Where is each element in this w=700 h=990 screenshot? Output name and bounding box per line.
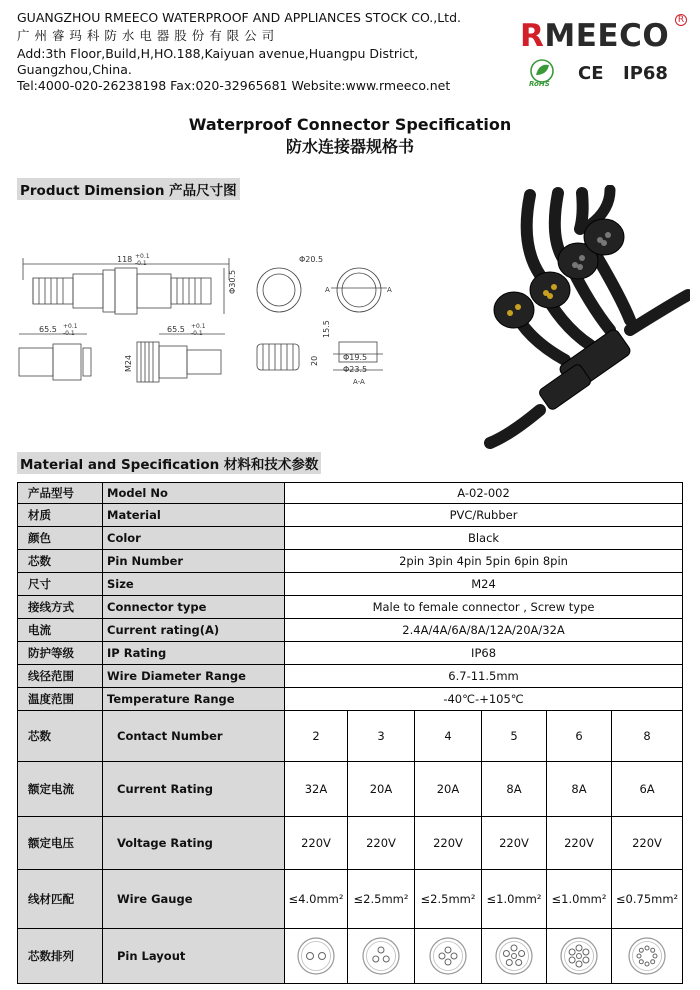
title-en: Waterproof Connector Specification xyxy=(188,115,512,134)
company-logo: RMEECO xyxy=(520,18,670,54)
group-value: 220V xyxy=(482,817,547,870)
spec-label-cn: 芯数 xyxy=(18,550,103,573)
group-value: ≤4.0mm² xyxy=(285,870,348,929)
dim-118-tol-plus: +0.1 xyxy=(135,253,150,260)
group-value: 220V xyxy=(415,817,482,870)
pin-layout-3pin-icon xyxy=(359,936,403,976)
section-marker-a-right: A xyxy=(387,286,392,294)
dim-phi-23-5: Φ23.5 xyxy=(343,365,368,374)
dim-phi-19-5: Φ19.5 xyxy=(343,353,368,362)
spec-row xyxy=(18,642,683,665)
spec-group-row xyxy=(18,711,683,762)
ip68-mark: IP68 xyxy=(623,63,668,84)
address-line-2: Guangzhou,China. xyxy=(17,62,132,77)
spec-row xyxy=(18,596,683,619)
group-value: 220V xyxy=(285,817,348,870)
group-value: 220V xyxy=(547,817,612,870)
spec-label-cn: 材质 xyxy=(18,504,103,527)
group-value: 220V xyxy=(612,817,683,870)
pin-layout-2pin-icon xyxy=(294,936,338,976)
spec-label-en: Model No xyxy=(103,483,285,504)
group-value: 8A xyxy=(547,762,612,817)
spec-label-en: Connector type xyxy=(103,596,285,619)
spec-label-en: IP Rating xyxy=(103,642,285,665)
group-value: 2 xyxy=(285,711,348,762)
group-value: ≤2.5mm² xyxy=(348,870,415,929)
spec-label-en: Material xyxy=(103,504,285,527)
rohs-icon xyxy=(527,58,557,88)
dim-65-5-left: 65.5 xyxy=(39,325,57,334)
spec-label-cn: 防护等级 xyxy=(18,642,103,665)
pin-layout-4pin-icon xyxy=(426,936,470,976)
dim-20: 20 xyxy=(310,355,319,366)
spec-label-en: Size xyxy=(103,573,285,596)
group-value: 8 xyxy=(612,711,683,762)
group-label-cn: 芯数 xyxy=(18,711,103,762)
pin-layout-cell xyxy=(612,929,683,984)
pin-layout-cell xyxy=(415,929,482,984)
pin-layout-cell xyxy=(285,929,348,984)
group-label-cn: 额定电压 xyxy=(18,817,103,870)
group-value: 8A xyxy=(482,762,547,817)
spec-row xyxy=(18,688,683,711)
spec-row xyxy=(18,573,683,596)
group-value: 3 xyxy=(348,711,415,762)
address-line-1: Add:3th Floor,Build,H,HO.188,Kaiyuan avenue,Huangpu District, xyxy=(17,46,419,61)
group-value: 32A xyxy=(285,762,348,817)
pin-layout-5pin-icon xyxy=(492,936,536,976)
spec-label-cn: 电流 xyxy=(18,619,103,642)
spec-group-row xyxy=(18,870,683,929)
group-label-cn: 额定电流 xyxy=(18,762,103,817)
dim-15-5: 15.5 xyxy=(322,320,331,338)
product-photo xyxy=(480,185,690,450)
title-cn: 防水连接器规格书 xyxy=(285,137,414,156)
spec-value: PVC/Rubber xyxy=(285,504,683,527)
group-label-en: Wire Gauge xyxy=(103,870,285,929)
spec-value: M24 xyxy=(285,573,683,596)
spec-value: Black xyxy=(285,527,683,550)
pin-layout-8pin-icon xyxy=(625,936,669,976)
group-value: 20A xyxy=(348,762,415,817)
spec-row xyxy=(18,619,683,642)
spec-group-row xyxy=(18,762,683,817)
pin-layout-label-en: Pin Layout xyxy=(103,929,285,984)
group-value: 6A xyxy=(612,762,683,817)
dim-118: 118 xyxy=(117,255,133,264)
ce-mark: CE xyxy=(578,63,604,84)
spec-value: Male to female connector , Screw type xyxy=(285,596,683,619)
spec-label-cn: 线径范围 xyxy=(18,665,103,688)
dim-m24: M24 xyxy=(124,354,133,372)
company-name-cn: 广 州 睿 玛 科 防 水 电 器 股 份 有 限 公 司 xyxy=(17,28,275,43)
spec-value: 6.7-11.5mm xyxy=(285,665,683,688)
spec-label-en: Pin Number xyxy=(103,550,285,573)
dim-118-tol-minus: -0.1 xyxy=(135,260,147,267)
section-material-spec: Material and Specification 材料和技术参数 xyxy=(17,452,321,474)
group-value: ≤1.0mm² xyxy=(482,870,547,929)
registered-mark: R xyxy=(675,14,687,26)
pin-layout-label-cn: 芯数排列 xyxy=(18,929,103,984)
spec-label-en: Color xyxy=(103,527,285,550)
pin-layout-cell xyxy=(547,929,612,984)
dim-65-5-right-tol-minus: -0.1 xyxy=(191,330,203,337)
group-value: 20A xyxy=(415,762,482,817)
spec-label-cn: 尺寸 xyxy=(18,573,103,596)
group-value: 4 xyxy=(415,711,482,762)
spec-label-en: Wire Diameter Range xyxy=(103,665,285,688)
spec-value: 2pin 3pin 4pin 5pin 6pin 8pin xyxy=(285,550,683,573)
dim-phi-20-5: Φ20.5 xyxy=(299,255,324,264)
group-value: ≤0.75mm² xyxy=(612,870,683,929)
contact-line: Tel:4000-020-26238198 Fax:020-32965681 Website:www.rmeeco.net xyxy=(17,78,451,93)
dim-65-5-left-tol-plus: +0.1 xyxy=(63,323,78,330)
group-label-cn: 线材匹配 xyxy=(18,870,103,929)
company-name-en: GUANGZHOU RMEECO WATERPROOF AND APPLIANCES STOCK CO.,Ltd. xyxy=(17,10,461,25)
spec-row xyxy=(18,665,683,688)
dim-65-5-right-tol-plus: +0.1 xyxy=(191,323,206,330)
spec-label-en: Current rating(A) xyxy=(103,619,285,642)
section-marker-a-left: A xyxy=(325,286,330,294)
dim-phi-30-5: Φ30.5 xyxy=(228,269,237,294)
spec-label-cn: 颜色 xyxy=(18,527,103,550)
spec-label-en: Temperature Range xyxy=(103,688,285,711)
spec-value: 2.4A/4A/6A/8A/12A/20A/32A xyxy=(285,619,683,642)
group-label-en: Current Rating xyxy=(103,762,285,817)
group-value: 5 xyxy=(482,711,547,762)
section-label-aa: A-A xyxy=(353,378,365,386)
spec-value: -40℃-+105℃ xyxy=(285,688,683,711)
dim-65-5-left-tol-minus: -0.1 xyxy=(63,330,75,337)
spec-label-cn: 温度范围 xyxy=(18,688,103,711)
pin-layout-6pin-icon xyxy=(557,936,601,976)
drawing-brand-label: RMEECO xyxy=(106,280,113,309)
dimension-drawing xyxy=(17,250,397,390)
group-value: ≤2.5mm² xyxy=(415,870,482,929)
spec-table xyxy=(17,482,683,984)
spec-value: A-02-002 xyxy=(285,483,683,504)
spec-row xyxy=(18,550,683,573)
spec-label-cn: 接线方式 xyxy=(18,596,103,619)
spec-row xyxy=(18,483,683,504)
spec-row xyxy=(18,527,683,550)
spec-row xyxy=(18,504,683,527)
spec-value: IP68 xyxy=(285,642,683,665)
section-product-dimension: Product Dimension 产品尺寸图 xyxy=(17,178,240,200)
group-value: ≤1.0mm² xyxy=(547,870,612,929)
spec-label-cn: 产品型号 xyxy=(18,483,103,504)
pin-layout-row xyxy=(18,929,683,984)
spec-group-row xyxy=(18,817,683,870)
group-label-en: Voltage Rating xyxy=(103,817,285,870)
group-value: 6 xyxy=(547,711,612,762)
pin-layout-cell xyxy=(348,929,415,984)
group-value: 220V xyxy=(348,817,415,870)
group-label-en: Contact Number xyxy=(103,711,285,762)
dim-65-5-right: 65.5 xyxy=(167,325,185,334)
rohs-label: RoHS xyxy=(529,80,550,88)
pin-layout-cell xyxy=(482,929,547,984)
